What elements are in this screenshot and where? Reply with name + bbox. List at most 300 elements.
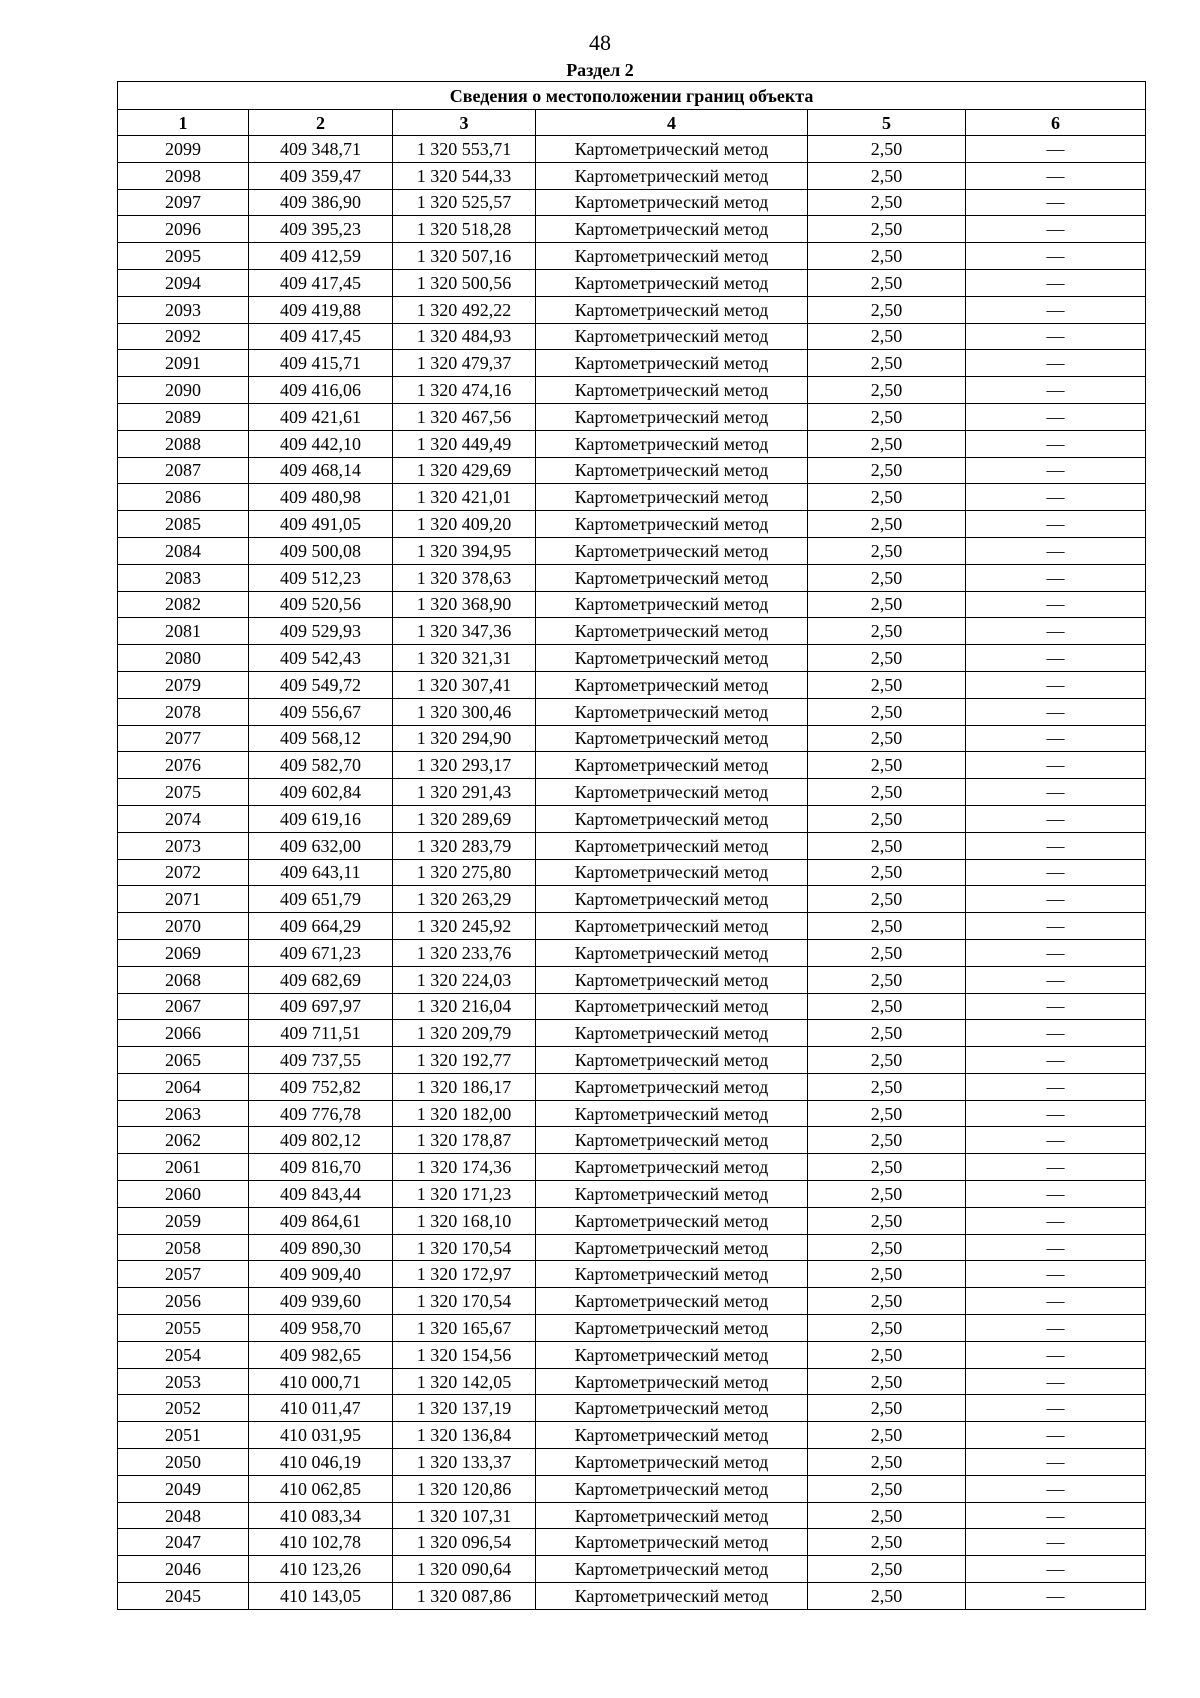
y-coordinate-cell: 1 320 492,22 <box>393 296 536 323</box>
y-coordinate-cell: 1 320 394,95 <box>393 537 536 564</box>
table-row <box>118 243 1146 270</box>
point-number-cell: 2058 <box>118 1234 249 1261</box>
description-cell: — <box>966 1288 1146 1315</box>
method-cell: Картометрический метод <box>536 1502 808 1529</box>
y-coordinate-cell: 1 320 245,92 <box>393 913 536 940</box>
table-row <box>118 1207 1146 1234</box>
x-coordinate-cell: 409 643,11 <box>249 859 393 886</box>
point-number-cell: 2053 <box>118 1368 249 1395</box>
point-number-cell: 2054 <box>118 1341 249 1368</box>
table-row <box>118 1395 1146 1422</box>
method-cell: Картометрический метод <box>536 913 808 940</box>
column-number-6: 6 <box>966 110 1146 136</box>
description-cell: — <box>966 457 1146 484</box>
description-cell: — <box>966 296 1146 323</box>
point-number-cell: 2079 <box>118 671 249 698</box>
method-cell: Картометрический метод <box>536 805 808 832</box>
accuracy-cell: 2,50 <box>808 832 966 859</box>
x-coordinate-cell: 409 395,23 <box>249 216 393 243</box>
y-coordinate-cell: 1 320 168,10 <box>393 1207 536 1234</box>
point-number-cell: 2078 <box>118 698 249 725</box>
accuracy-cell: 2,50 <box>808 939 966 966</box>
table-row <box>118 430 1146 457</box>
method-cell: Картометрический метод <box>536 1556 808 1583</box>
x-coordinate-cell: 409 520,56 <box>249 591 393 618</box>
description-cell: — <box>966 189 1146 216</box>
y-coordinate-cell: 1 320 209,79 <box>393 1020 536 1047</box>
accuracy-cell: 2,50 <box>808 1261 966 1288</box>
method-cell: Картометрический метод <box>536 1449 808 1476</box>
table-row <box>118 886 1146 913</box>
method-cell: Картометрический метод <box>536 162 808 189</box>
y-coordinate-cell: 1 320 275,80 <box>393 859 536 886</box>
x-coordinate-cell: 409 682,69 <box>249 966 393 993</box>
table-caption: Сведения о местоположении границ объекта <box>118 82 1146 110</box>
description-cell: — <box>966 886 1146 913</box>
description-cell: — <box>966 1341 1146 1368</box>
method-cell: Картометрический метод <box>536 1020 808 1047</box>
y-coordinate-cell: 1 320 172,97 <box>393 1261 536 1288</box>
method-cell: Картометрический метод <box>536 269 808 296</box>
y-coordinate-cell: 1 320 154,56 <box>393 1341 536 1368</box>
description-cell: — <box>966 1047 1146 1074</box>
y-coordinate-cell: 1 320 421,01 <box>393 484 536 511</box>
description-cell: — <box>966 1368 1146 1395</box>
y-coordinate-cell: 1 320 378,63 <box>393 564 536 591</box>
method-cell: Картометрический метод <box>536 296 808 323</box>
method-cell: Картометрический метод <box>536 591 808 618</box>
x-coordinate-cell: 409 421,61 <box>249 403 393 430</box>
x-coordinate-cell: 409 651,79 <box>249 886 393 913</box>
accuracy-cell: 2,50 <box>808 1368 966 1395</box>
y-coordinate-cell: 1 320 467,56 <box>393 403 536 430</box>
table-row <box>118 377 1146 404</box>
method-cell: Картометрический метод <box>536 511 808 538</box>
y-coordinate-cell: 1 320 553,71 <box>393 136 536 163</box>
point-number-cell: 2099 <box>118 136 249 163</box>
description-cell: — <box>966 1422 1146 1449</box>
accuracy-cell: 2,50 <box>808 296 966 323</box>
table-row <box>118 1502 1146 1529</box>
point-number-cell: 2072 <box>118 859 249 886</box>
y-coordinate-cell: 1 320 449,49 <box>393 430 536 457</box>
column-number-5: 5 <box>808 110 966 136</box>
accuracy-cell: 2,50 <box>808 671 966 698</box>
accuracy-cell: 2,50 <box>808 645 966 672</box>
x-coordinate-cell: 409 864,61 <box>249 1207 393 1234</box>
description-cell: — <box>966 1449 1146 1476</box>
table-row <box>118 484 1146 511</box>
x-coordinate-cell: 409 417,45 <box>249 269 393 296</box>
y-coordinate-cell: 1 320 368,90 <box>393 591 536 618</box>
table-row <box>118 618 1146 645</box>
y-coordinate-cell: 1 320 136,84 <box>393 1422 536 1449</box>
x-coordinate-cell: 409 568,12 <box>249 725 393 752</box>
point-number-cell: 2080 <box>118 645 249 672</box>
table-row <box>118 1556 1146 1583</box>
description-cell: — <box>966 939 1146 966</box>
table-row <box>118 216 1146 243</box>
x-coordinate-cell: 409 890,30 <box>249 1234 393 1261</box>
method-cell: Картометрический метод <box>536 1422 808 1449</box>
description-cell: — <box>966 1395 1146 1422</box>
x-coordinate-cell: 409 802,12 <box>249 1127 393 1154</box>
description-cell: — <box>966 216 1146 243</box>
method-cell: Картометрический метод <box>536 752 808 779</box>
x-coordinate-cell: 409 737,55 <box>249 1047 393 1074</box>
method-cell: Картометрический метод <box>536 136 808 163</box>
point-number-cell: 2066 <box>118 1020 249 1047</box>
point-number-cell: 2086 <box>118 484 249 511</box>
point-number-cell: 2081 <box>118 618 249 645</box>
table-row <box>118 1181 1146 1208</box>
table-row <box>118 511 1146 538</box>
point-number-cell: 2082 <box>118 591 249 618</box>
point-number-cell: 2075 <box>118 779 249 806</box>
y-coordinate-cell: 1 320 507,16 <box>393 243 536 270</box>
point-number-cell: 2047 <box>118 1529 249 1556</box>
method-cell: Картометрический метод <box>536 698 808 725</box>
accuracy-cell: 2,50 <box>808 1073 966 1100</box>
point-number-cell: 2076 <box>118 752 249 779</box>
accuracy-cell: 2,50 <box>808 698 966 725</box>
method-cell: Картометрический метод <box>536 564 808 591</box>
description-cell: — <box>966 725 1146 752</box>
x-coordinate-cell: 410 031,95 <box>249 1422 393 1449</box>
description-cell: — <box>966 1583 1146 1610</box>
point-number-cell: 2064 <box>118 1073 249 1100</box>
accuracy-cell: 2,50 <box>808 243 966 270</box>
x-coordinate-cell: 409 491,05 <box>249 511 393 538</box>
column-number-4: 4 <box>536 110 808 136</box>
accuracy-cell: 2,50 <box>808 618 966 645</box>
method-cell: Картометрический метод <box>536 1234 808 1261</box>
accuracy-cell: 2,50 <box>808 1556 966 1583</box>
x-coordinate-cell: 410 123,26 <box>249 1556 393 1583</box>
y-coordinate-cell: 1 320 500,56 <box>393 269 536 296</box>
accuracy-cell: 2,50 <box>808 1207 966 1234</box>
table-row <box>118 1422 1146 1449</box>
y-coordinate-cell: 1 320 165,67 <box>393 1315 536 1342</box>
accuracy-cell: 2,50 <box>808 725 966 752</box>
method-cell: Картометрический метод <box>536 1288 808 1315</box>
method-cell: Картометрический метод <box>536 377 808 404</box>
method-cell: Картометрический метод <box>536 832 808 859</box>
x-coordinate-cell: 409 752,82 <box>249 1073 393 1100</box>
table-row <box>118 1020 1146 1047</box>
y-coordinate-cell: 1 320 294,90 <box>393 725 536 752</box>
method-cell: Картометрический метод <box>536 1315 808 1342</box>
x-coordinate-cell: 409 816,70 <box>249 1154 393 1181</box>
point-number-cell: 2097 <box>118 189 249 216</box>
y-coordinate-cell: 1 320 544,33 <box>393 162 536 189</box>
y-coordinate-cell: 1 320 142,05 <box>393 1368 536 1395</box>
accuracy-cell: 2,50 <box>808 1529 966 1556</box>
table-row <box>118 537 1146 564</box>
description-cell: — <box>966 618 1146 645</box>
y-coordinate-cell: 1 320 307,41 <box>393 671 536 698</box>
x-coordinate-cell: 409 359,47 <box>249 162 393 189</box>
method-cell: Картометрический метод <box>536 243 808 270</box>
table-row <box>118 859 1146 886</box>
method-cell: Картометрический метод <box>536 671 808 698</box>
table-row <box>118 296 1146 323</box>
page-number: 48 <box>589 30 611 55</box>
boundary-coordinates-table <box>117 81 1146 1610</box>
x-coordinate-cell: 409 412,59 <box>249 243 393 270</box>
method-cell: Картометрический метод <box>536 618 808 645</box>
x-coordinate-cell: 409 602,84 <box>249 779 393 806</box>
point-number-cell: 2049 <box>118 1475 249 1502</box>
description-cell: — <box>966 752 1146 779</box>
table-body <box>118 136 1146 1610</box>
accuracy-cell: 2,50 <box>808 1127 966 1154</box>
description-cell: — <box>966 805 1146 832</box>
method-cell: Картометрический метод <box>536 1475 808 1502</box>
point-number-cell: 2069 <box>118 939 249 966</box>
x-coordinate-cell: 409 939,60 <box>249 1288 393 1315</box>
y-coordinate-cell: 1 320 170,54 <box>393 1288 536 1315</box>
y-coordinate-cell: 1 320 170,54 <box>393 1234 536 1261</box>
description-cell: — <box>966 966 1146 993</box>
x-coordinate-cell: 409 582,70 <box>249 752 393 779</box>
point-number-cell: 2056 <box>118 1288 249 1315</box>
description-cell: — <box>966 698 1146 725</box>
accuracy-cell: 2,50 <box>808 1583 966 1610</box>
accuracy-cell: 2,50 <box>808 403 966 430</box>
accuracy-cell: 2,50 <box>808 323 966 350</box>
description-cell: — <box>966 1261 1146 1288</box>
point-number-cell: 2089 <box>118 403 249 430</box>
accuracy-cell: 2,50 <box>808 779 966 806</box>
description-cell: — <box>966 1020 1146 1047</box>
accuracy-cell: 2,50 <box>808 1502 966 1529</box>
table-row <box>118 698 1146 725</box>
x-coordinate-cell: 409 386,90 <box>249 189 393 216</box>
x-coordinate-cell: 410 083,34 <box>249 1502 393 1529</box>
x-coordinate-cell: 409 348,71 <box>249 136 393 163</box>
table-row <box>118 1341 1146 1368</box>
point-number-cell: 2050 <box>118 1449 249 1476</box>
y-coordinate-cell: 1 320 182,00 <box>393 1100 536 1127</box>
description-cell: — <box>966 1529 1146 1556</box>
description-cell: — <box>966 350 1146 377</box>
x-coordinate-cell: 409 512,23 <box>249 564 393 591</box>
x-coordinate-cell: 409 529,93 <box>249 618 393 645</box>
accuracy-cell: 2,50 <box>808 377 966 404</box>
column-number-2: 2 <box>249 110 393 136</box>
table-row <box>118 162 1146 189</box>
method-cell: Картометрический метод <box>536 430 808 457</box>
accuracy-cell: 2,50 <box>808 1234 966 1261</box>
point-number-cell: 2077 <box>118 725 249 752</box>
accuracy-cell: 2,50 <box>808 886 966 913</box>
point-number-cell: 2098 <box>118 162 249 189</box>
point-number-cell: 2093 <box>118 296 249 323</box>
description-cell: — <box>966 564 1146 591</box>
accuracy-cell: 2,50 <box>808 966 966 993</box>
table-row <box>118 564 1146 591</box>
description-cell: — <box>966 1207 1146 1234</box>
y-coordinate-cell: 1 320 233,76 <box>393 939 536 966</box>
x-coordinate-cell: 409 711,51 <box>249 1020 393 1047</box>
y-coordinate-cell: 1 320 192,77 <box>393 1047 536 1074</box>
point-number-cell: 2065 <box>118 1047 249 1074</box>
accuracy-cell: 2,50 <box>808 484 966 511</box>
method-cell: Картометрический метод <box>536 966 808 993</box>
description-cell: — <box>966 1100 1146 1127</box>
accuracy-cell: 2,50 <box>808 457 966 484</box>
point-number-cell: 2061 <box>118 1154 249 1181</box>
description-cell: — <box>966 779 1146 806</box>
point-number-cell: 2067 <box>118 993 249 1020</box>
x-coordinate-cell: 409 619,16 <box>249 805 393 832</box>
x-coordinate-cell: 409 419,88 <box>249 296 393 323</box>
description-cell: — <box>966 1127 1146 1154</box>
accuracy-cell: 2,50 <box>808 859 966 886</box>
point-number-cell: 2062 <box>118 1127 249 1154</box>
description-cell: — <box>966 484 1146 511</box>
method-cell: Картометрический метод <box>536 1261 808 1288</box>
accuracy-cell: 2,50 <box>808 189 966 216</box>
table-row <box>118 671 1146 698</box>
x-coordinate-cell: 409 776,78 <box>249 1100 393 1127</box>
method-cell: Картометрический метод <box>536 1529 808 1556</box>
x-coordinate-cell: 409 417,45 <box>249 323 393 350</box>
point-number-cell: 2060 <box>118 1181 249 1208</box>
point-number-cell: 2092 <box>118 323 249 350</box>
table-row <box>118 993 1146 1020</box>
y-coordinate-cell: 1 320 120,86 <box>393 1475 536 1502</box>
point-number-cell: 2052 <box>118 1395 249 1422</box>
accuracy-cell: 2,50 <box>808 752 966 779</box>
point-number-cell: 2095 <box>118 243 249 270</box>
accuracy-cell: 2,50 <box>808 350 966 377</box>
description-cell: — <box>966 1315 1146 1342</box>
table-row <box>118 1475 1146 1502</box>
accuracy-cell: 2,50 <box>808 1341 966 1368</box>
description-cell: — <box>966 162 1146 189</box>
method-cell: Картометрический метод <box>536 1181 808 1208</box>
table-caption-row <box>118 82 1146 110</box>
description-cell: — <box>966 323 1146 350</box>
description-cell: — <box>966 993 1146 1020</box>
method-cell: Картометрический метод <box>536 457 808 484</box>
method-cell: Картометрический метод <box>536 1047 808 1074</box>
description-cell: — <box>966 136 1146 163</box>
y-coordinate-cell: 1 320 474,16 <box>393 377 536 404</box>
x-coordinate-cell: 409 697,97 <box>249 993 393 1020</box>
description-cell: — <box>966 430 1146 457</box>
x-coordinate-cell: 410 102,78 <box>249 1529 393 1556</box>
y-coordinate-cell: 1 320 137,19 <box>393 1395 536 1422</box>
table-row <box>118 591 1146 618</box>
point-number-cell: 2091 <box>118 350 249 377</box>
description-cell: — <box>966 591 1146 618</box>
point-number-cell: 2074 <box>118 805 249 832</box>
accuracy-cell: 2,50 <box>808 1047 966 1074</box>
description-cell: — <box>966 859 1146 886</box>
y-coordinate-cell: 1 320 300,46 <box>393 698 536 725</box>
description-cell: — <box>966 645 1146 672</box>
table-row <box>118 1234 1146 1261</box>
accuracy-cell: 2,50 <box>808 511 966 538</box>
method-cell: Картометрический метод <box>536 1341 808 1368</box>
point-number-cell: 2048 <box>118 1502 249 1529</box>
accuracy-cell: 2,50 <box>808 1181 966 1208</box>
y-coordinate-cell: 1 320 263,29 <box>393 886 536 913</box>
x-coordinate-cell: 409 480,98 <box>249 484 393 511</box>
y-coordinate-cell: 1 320 409,20 <box>393 511 536 538</box>
table-row <box>118 1583 1146 1610</box>
y-coordinate-cell: 1 320 224,03 <box>393 966 536 993</box>
accuracy-cell: 2,50 <box>808 1020 966 1047</box>
x-coordinate-cell: 409 909,40 <box>249 1261 393 1288</box>
method-cell: Картометрический метод <box>536 1395 808 1422</box>
method-cell: Картометрический метод <box>536 350 808 377</box>
table-row <box>118 457 1146 484</box>
method-cell: Картометрический метод <box>536 1127 808 1154</box>
point-number-cell: 2057 <box>118 1261 249 1288</box>
column-number-row <box>118 110 1146 136</box>
method-cell: Картометрический метод <box>536 886 808 913</box>
accuracy-cell: 2,50 <box>808 136 966 163</box>
y-coordinate-cell: 1 320 178,87 <box>393 1127 536 1154</box>
point-number-cell: 2063 <box>118 1100 249 1127</box>
x-coordinate-cell: 409 549,72 <box>249 671 393 698</box>
method-cell: Картометрический метод <box>536 1154 808 1181</box>
point-number-cell: 2085 <box>118 511 249 538</box>
accuracy-cell: 2,50 <box>808 1288 966 1315</box>
method-cell: Картометрический метод <box>536 725 808 752</box>
method-cell: Картометрический метод <box>536 537 808 564</box>
method-cell: Картометрический метод <box>536 323 808 350</box>
method-cell: Картометрический метод <box>536 993 808 1020</box>
description-cell: — <box>966 269 1146 296</box>
table-row <box>118 1449 1146 1476</box>
description-cell: — <box>966 671 1146 698</box>
accuracy-cell: 2,50 <box>808 1449 966 1476</box>
table-row <box>118 913 1146 940</box>
description-cell: — <box>966 1556 1146 1583</box>
y-coordinate-cell: 1 320 171,23 <box>393 1181 536 1208</box>
y-coordinate-cell: 1 320 484,93 <box>393 323 536 350</box>
description-cell: — <box>966 537 1146 564</box>
accuracy-cell: 2,50 <box>808 1315 966 1342</box>
x-coordinate-cell: 409 632,00 <box>249 832 393 859</box>
point-number-cell: 2073 <box>118 832 249 859</box>
x-coordinate-cell: 409 416,06 <box>249 377 393 404</box>
y-coordinate-cell: 1 320 283,79 <box>393 832 536 859</box>
x-coordinate-cell: 409 556,67 <box>249 698 393 725</box>
description-cell: — <box>966 1181 1146 1208</box>
method-cell: Картометрический метод <box>536 1583 808 1610</box>
x-coordinate-cell: 409 468,14 <box>249 457 393 484</box>
y-coordinate-cell: 1 320 090,64 <box>393 1556 536 1583</box>
point-number-cell: 2087 <box>118 457 249 484</box>
table-row <box>118 1154 1146 1181</box>
table-row <box>118 136 1146 163</box>
description-cell: — <box>966 403 1146 430</box>
method-cell: Картометрический метод <box>536 859 808 886</box>
y-coordinate-cell: 1 320 186,17 <box>393 1073 536 1100</box>
point-number-cell: 2071 <box>118 886 249 913</box>
description-cell: — <box>966 243 1146 270</box>
y-coordinate-cell: 1 320 107,31 <box>393 1502 536 1529</box>
method-cell: Картометрический метод <box>536 1207 808 1234</box>
x-coordinate-cell: 410 062,85 <box>249 1475 393 1502</box>
point-number-cell: 2088 <box>118 430 249 457</box>
